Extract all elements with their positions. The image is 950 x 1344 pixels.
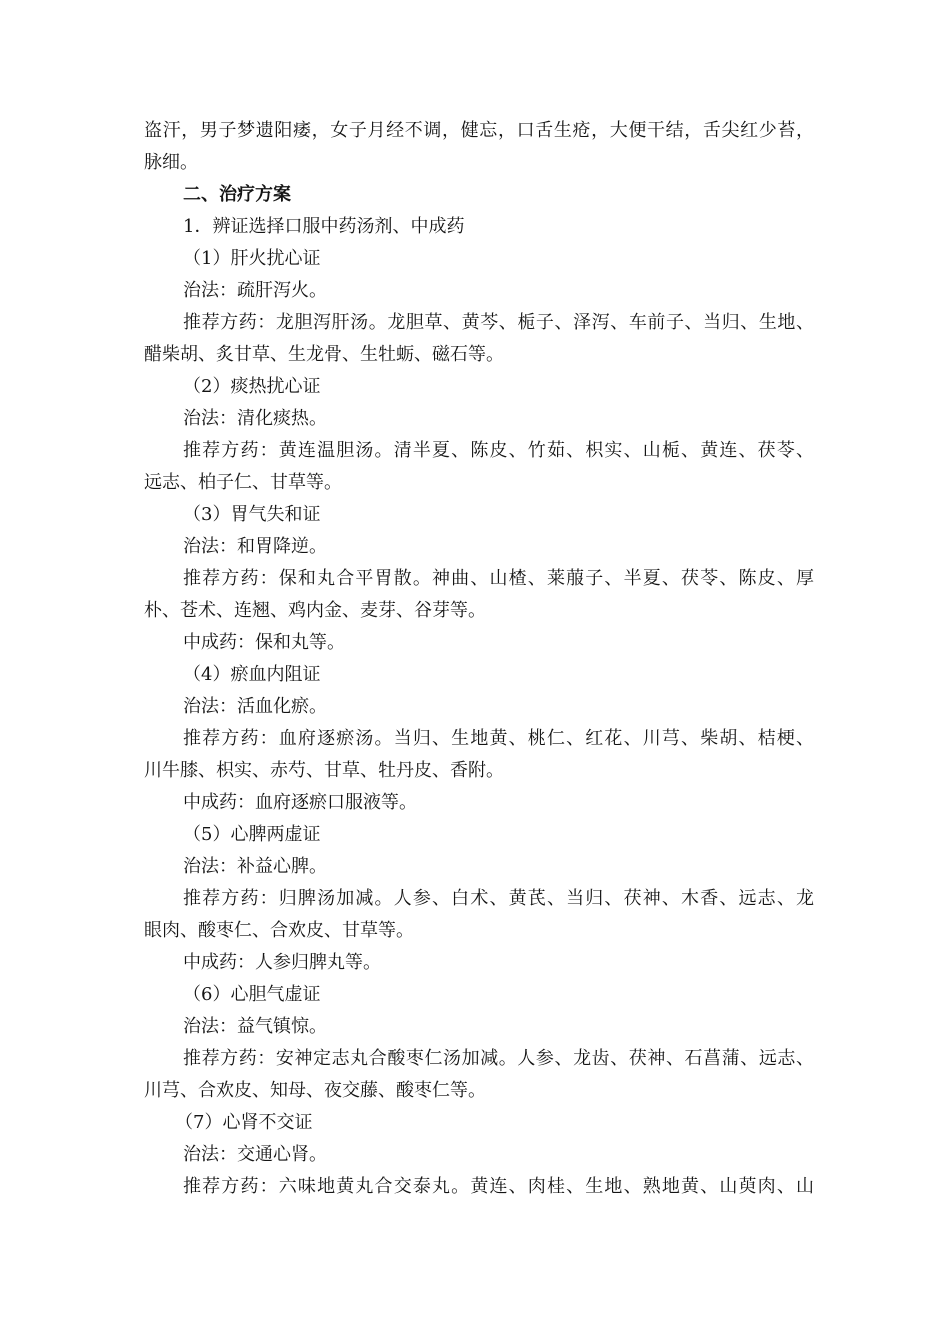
recommended-prescription: 川牛膝、枳实、赤芍、甘草、牡丹皮、香附。: [144, 760, 504, 781]
recommended-prescription: 推荐方药：安神定志丸合酸枣仁汤加减。人参、龙齿、茯神、石菖蒲、远志、: [183, 1048, 814, 1069]
syndrome-heading: （5）心脾两虚证: [183, 824, 321, 845]
patent-medicine: 中成药：保和丸等。: [183, 632, 345, 653]
subsection-heading: 1．辨证选择口服中药汤剂、中成药: [183, 216, 465, 237]
treatment-method: 治法：清化痰热。: [183, 408, 327, 429]
syndrome-heading: （2）痰热扰心证: [183, 376, 321, 397]
treatment-method: 治法：活血化瘀。: [183, 696, 327, 717]
syndrome-heading: （4）瘀血内阻证: [183, 664, 321, 685]
patent-medicine: 中成药：血府逐瘀口服液等。: [183, 792, 417, 813]
text-line: 脉细。: [144, 152, 198, 173]
treatment-method: 治法：交通心肾。: [183, 1144, 327, 1165]
syndrome-heading: （6）心胆气虚证: [183, 984, 321, 1005]
recommended-prescription: 推荐方药：血府逐瘀汤。当归、生地黄、桃仁、红花、川芎、柴胡、桔梗、: [183, 728, 814, 749]
recommended-prescription: 推荐方药：黄连温胆汤。清半夏、陈皮、竹茹、枳实、山栀、黄连、茯苓、: [183, 440, 814, 461]
recommended-prescription: 推荐方药：龙胆泻肝汤。龙胆草、黄芩、栀子、泽泻、车前子、当归、生地、: [183, 312, 814, 333]
recommended-prescription: 朴、苍术、连翘、鸡内金、麦芽、谷芽等。: [144, 600, 486, 621]
syndrome-heading: （3）胃气失和证: [183, 504, 321, 525]
syndrome-heading: （1）肝火扰心证: [183, 248, 321, 269]
patent-medicine: 中成药：人参归脾丸等。: [183, 952, 381, 973]
recommended-prescription: 川芎、合欢皮、知母、夜交藤、酸枣仁等。: [144, 1080, 486, 1101]
section-heading: 二、治疗方案: [183, 184, 291, 205]
treatment-method: 治法：补益心脾。: [183, 856, 327, 877]
text-line: 盗汗，男子梦遗阳痿，女子月经不调，健忘，口舌生疮，大便干结，舌尖红少苔，: [144, 120, 814, 141]
treatment-method: 治法：疏肝泻火。: [183, 280, 327, 301]
recommended-prescription: 醋柴胡、炙甘草、生龙骨、生牡蛎、磁石等。: [144, 344, 504, 365]
recommended-prescription: 远志、柏子仁、甘草等。: [144, 472, 342, 493]
recommended-prescription: 推荐方药：归脾汤加减。人参、白术、黄芪、当归、茯神、木香、远志、龙: [183, 888, 814, 909]
recommended-prescription: 眼肉、酸枣仁、合欢皮、甘草等。: [144, 920, 414, 941]
syndrome-heading: （7）心肾不交证: [175, 1112, 313, 1133]
treatment-method: 治法：益气镇惊。: [183, 1016, 327, 1037]
recommended-prescription: 推荐方药：保和丸合平胃散。神曲、山楂、莱菔子、半夏、茯苓、陈皮、厚: [183, 568, 814, 589]
recommended-prescription: 推荐方药：六味地黄丸合交泰丸。黄连、肉桂、生地、熟地黄、山萸肉、山: [183, 1176, 814, 1197]
treatment-method: 治法：和胃降逆。: [183, 536, 327, 557]
